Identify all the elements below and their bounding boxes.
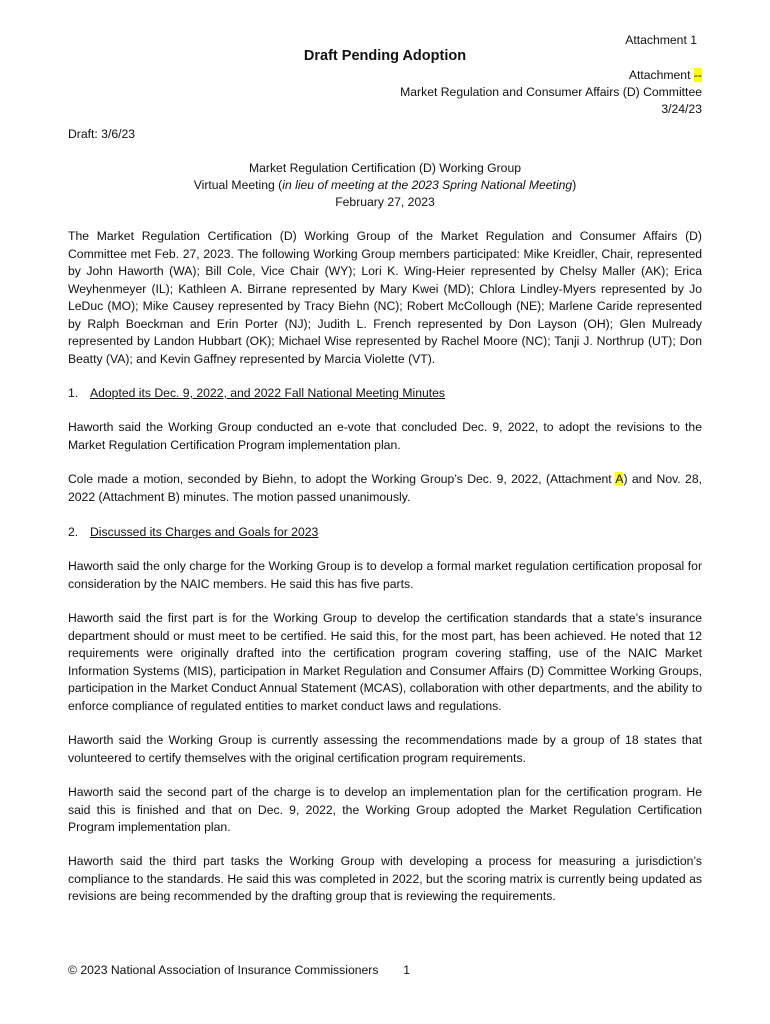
footer-page-number: 1: [403, 963, 410, 977]
footer: [68, 962, 410, 980]
document-title: Draft Pending Adoption: [303, 48, 467, 64]
meeting-virtual-suffix: ): [572, 178, 577, 192]
section2-heading: [68, 524, 318, 542]
attachment-a-highlight: A: [615, 472, 624, 486]
section2-paragraph-2: Haworth said the first part is for the Working Group to develop the certification standards that a state’s insurance department should or must meet to be certified. He said this, for the most part, has been achieved. He noted that 12 requirements were originally drafted into the certification program covering staffing, use of the NAIC Market Information Systems (MIS), participation in Market Regulation and Consumer Affairs (D) Committee Working Groups, participation in the Market Conduct Annual Statement (MCAS), collaboration with other departments, and the ability to enforce compliance of regulated entities to market conduct laws and regulations.: [68, 611, 702, 713]
footer-copyright: © 2023 National Association of Insurance Commissioners: [68, 963, 379, 977]
draft-date: Draft: 3/6/23: [68, 127, 136, 141]
section2-heading-text: Discussed its Charges and Goals for 2023: [90, 525, 319, 539]
section1-number: 1.: [68, 386, 79, 400]
attachment-label-text: Attachment: [628, 68, 691, 82]
attachment-label: [629, 67, 702, 85]
section1-p2-after: ) and Nov. 28, 2022 (Attachment B) minutes. The motion passed unanimously.: [68, 472, 702, 504]
section2-paragraph-5: Haworth said the third part tasks the Working Group with developing a process for measuring a jurisdiction’s compliance to the standards. He said this was completed in 2022, but the scoring matrix is currently being updated as revisions are being recommended by the drafting group that is reviewing the requirements.: [68, 854, 702, 903]
section1-paragraph-1: Haworth said the Working Group conducted an e-vote that concluded Dec. 9, 2022, to adopt the revisions to the Market Regulation Certification Program implementation plan.: [68, 420, 702, 452]
meeting-virtual: [68, 177, 702, 195]
section2-paragraph-4: Haworth said the second part of the charge is to develop an implementation plan for the certification program. He said this is finished and that on Dec. 9, 2022, the Working Group adopted the Market Regulation Certification Program implementation plan.: [68, 785, 702, 834]
header-date: 3/24/23: [661, 102, 702, 116]
section1-paragraph-2: [68, 471, 702, 506]
meeting-virtual-prefix: Virtual Meeting (: [193, 178, 283, 192]
section2-number: 2.: [68, 525, 79, 539]
section2-paragraph-3: Haworth said the Working Group is currently assessing the recommendations made by a group of 18 states that volunteered to certify themselves with the original certification program requirements.: [68, 733, 702, 765]
intro-paragraph: The Market Regulation Certification (D) Working Group of the Market Regulation and Consumer Affairs (D) Committee met Feb. 27, 2023. The following Working Group members participated: Mike Kreidler, Chair, represented by John Haworth (WA); Bill Cole, Vice Chair (WY); Lori K. Wing-Heier represented by Chelsy Maller (AK); Erica Weyhenmeyer (IL); Kathleen A. Birrane represented by Mary Kwei (MD); Chlora Lindley-Myers represented by Jo LeDuc (MO); Mike Causey represented by Tracy Biehn (NC); Robert McCollough (NE); Marlene Caride represented by Ralph Boeckman and Erin Porter (NJ); Judith L. French represented by Don Layson (OH); Glen Mulready represented by Landon Hubbart (OK); Michael Wise represented by Rachel Moore (NC); Tanji J. Northrup (UT); Don Beatty (VA); and Kevin Gaffney represented by Marcia Violette (VT).: [68, 229, 702, 366]
committee-name: Market Regulation and Consumer Affairs (D) Committee: [400, 85, 702, 99]
meeting-group: Market Regulation Certification (D) Working Group: [248, 161, 522, 175]
section1-p2-before: Cole made a motion, seconded by Biehn, to adopt the Working Group’s Dec. 9, 2022, (Attachment: [68, 472, 616, 486]
meeting-virtual-italic: in lieu of meeting at the 2023 Spring National Meeting: [282, 178, 573, 192]
section1-heading-text: Adopted its Dec. 9, 2022, and 2022 Fall National Meeting Minutes: [90, 386, 446, 400]
attachment-marker: --: [693, 68, 702, 82]
attachment-top-label: Attachment 1: [625, 33, 697, 47]
section1-heading: [68, 385, 445, 403]
meeting-date: February 27, 2023: [335, 195, 435, 209]
section2-paragraph-1: Haworth said the only charge for the Working Group is to develop a formal market regulation certification proposal for consideration by the NAIC members. He said this has five parts.: [68, 559, 702, 591]
